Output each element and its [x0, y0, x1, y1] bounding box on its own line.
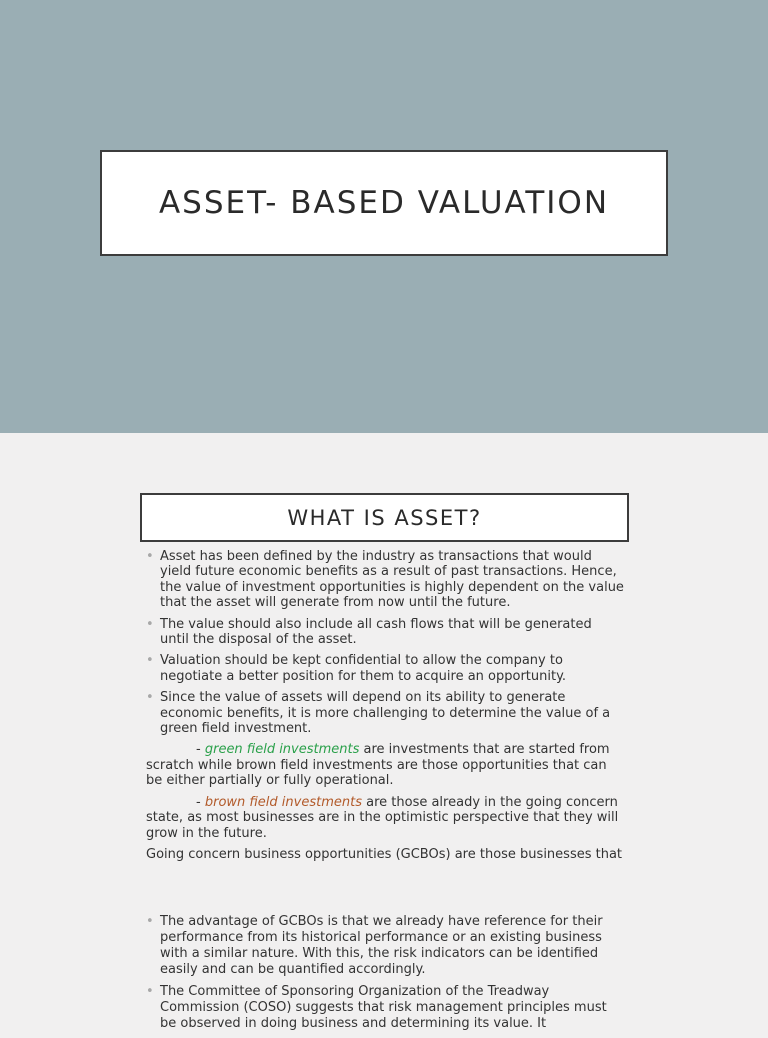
bullet-dot-icon: •	[146, 616, 154, 632]
brown-field-term: brown field investments	[204, 794, 362, 810]
brown-field-definition: are those already in the going concern state, as most businesses are in the optimistic perspective that they will grow in the future.	[146, 794, 619, 841]
title-slide	[0, 0, 768, 433]
bullet-text: Since the value of assets will depend on its ability to generate economic benefits, it is more challenging to determine the value of a green field investment.	[160, 690, 611, 737]
green-field-term: green field investments	[204, 742, 360, 758]
bullet-item	[146, 653, 624, 684]
green-field-definition: are investments that are started from scratch while brown field investments are those opportunities that can be either partially or fully operational.	[146, 742, 610, 789]
title-box	[100, 150, 668, 256]
bullet-text: The advantage of GCBOs is that we already have reference for their performance from its historical performance or an existing business with a similar nature. With this, the risk indicators can be identified easily and can be quantified accordingly.	[160, 914, 603, 977]
bullet-text: Asset has been defined by the industry as transactions that would yield future economic benefits as a result of past transactions. Hence, the value of investment opportunities is highly dependent on the value that the asset will generate from now until the future.	[160, 549, 624, 611]
bullet-text: Valuation should be kept confidential to allow the company to negotiate a better position for them to acquire an opportunity.	[160, 653, 567, 684]
gcbo-paragraph	[146, 847, 624, 862]
gcbo-text: Going concern business opportunities (GCBOs) are those businesses that	[146, 846, 623, 862]
bullet-text: The value should also include all cash flows that will be generated until the disposal of the asset.	[160, 616, 592, 648]
bullet-item	[146, 914, 624, 978]
bullet-item	[146, 549, 624, 611]
green-field-paragraph	[146, 742, 624, 788]
bullet-dot-icon: •	[146, 914, 154, 929]
brown-dash: -	[196, 794, 201, 810]
bullet-dot-icon: •	[146, 653, 154, 669]
slide-heading: WHAT IS ASSET?	[287, 505, 482, 530]
slide-content-continued	[146, 914, 624, 1038]
bullet-dot-icon: •	[146, 549, 154, 564]
bullet-dot-icon: •	[146, 690, 154, 706]
bullet-text: The Committee of Sponsoring Organization of the Treadway Commission (COSO) suggests that risk management principles must be observed in doing business and determining its value. It	[160, 984, 607, 1031]
content-slide	[0, 433, 768, 1031]
heading-box	[140, 493, 629, 542]
bullet-item	[146, 690, 624, 736]
slide-content	[146, 549, 624, 868]
brown-field-paragraph	[146, 795, 624, 841]
bullet-item	[146, 617, 624, 648]
green-dash: -	[196, 742, 201, 758]
bullet-item	[146, 984, 624, 1032]
slide-title: ASSET- BASED VALUATION	[158, 185, 610, 221]
bullet-dot-icon: •	[146, 984, 154, 999]
